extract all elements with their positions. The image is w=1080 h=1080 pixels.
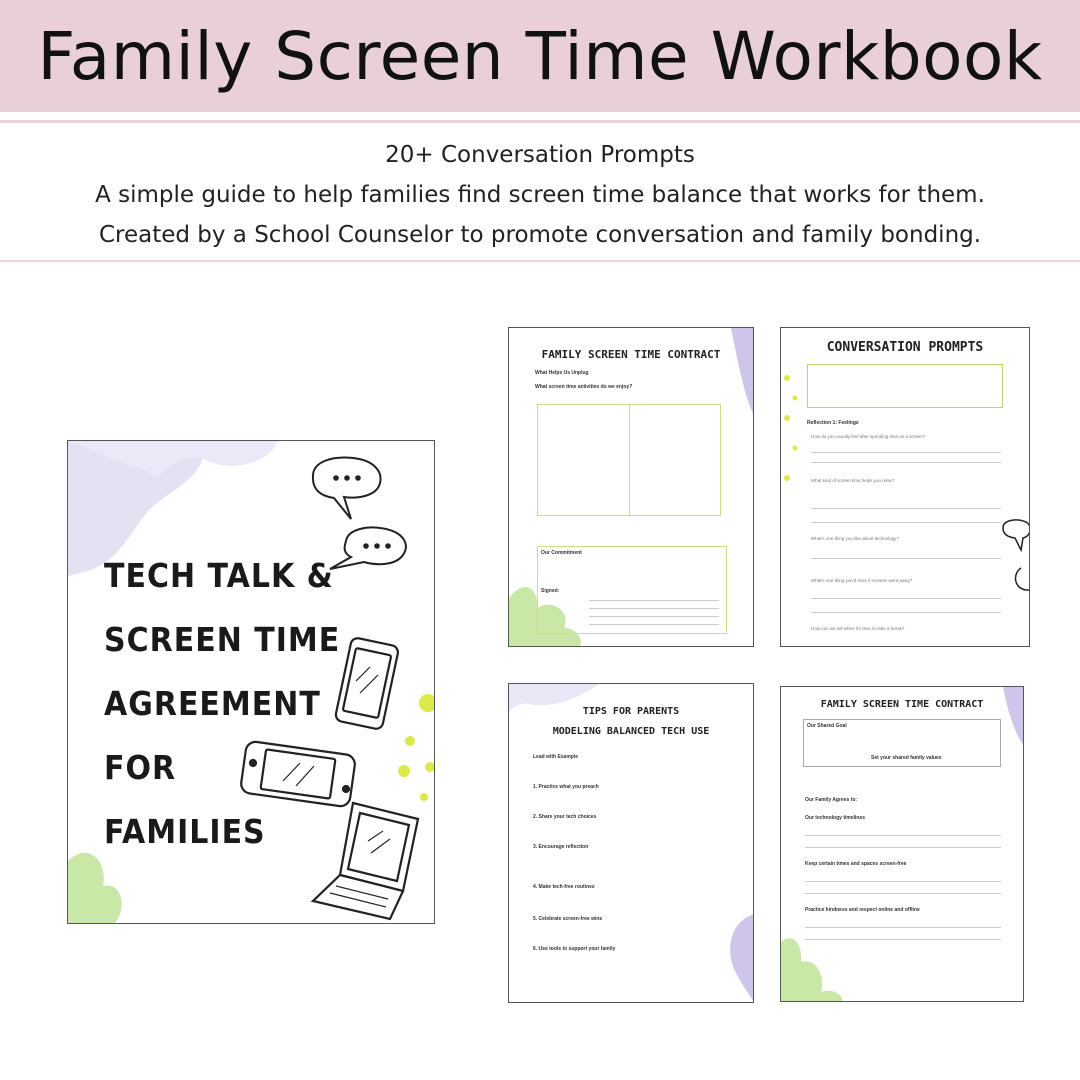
contract-q2: What screen time activities do we enjoy?	[535, 384, 633, 390]
divider-bottom	[0, 260, 1080, 262]
cover-title-line-1: TECH TALK &	[104, 557, 334, 596]
game-console-icon	[240, 741, 356, 808]
prompts-title: CONVERSATION PROMPTS	[826, 340, 984, 355]
tips-title: TIPS FOR PARENTS	[582, 706, 680, 717]
answer-line	[811, 452, 1001, 453]
signature-line	[589, 608, 719, 609]
tips-section-5: 4. Make tech-free routines	[533, 884, 595, 890]
commitment-box	[537, 546, 727, 634]
contract-page	[508, 327, 754, 647]
signed-label: Signed:	[541, 588, 560, 594]
contract-title: FAMILY SCREEN TIME CONTRACT	[541, 348, 721, 361]
answer-line	[811, 522, 1001, 523]
answer-line	[811, 558, 1001, 559]
divider-top	[0, 120, 1080, 123]
prompts-intro-box	[807, 364, 1003, 408]
contract2-section-5: Practice kindness and respect online and offline	[805, 907, 920, 913]
tips-section-4: 3. Encourage reflection	[533, 844, 589, 850]
tips-section-6: 5. Celebrate screen-free wins	[533, 916, 603, 922]
contract2-section-2: Our Family Agrees to:	[805, 797, 858, 803]
contract-q1: What Helps Us Unplug	[535, 370, 589, 376]
cover-page	[67, 440, 435, 924]
subtitle-line-1: 20+ Conversation Prompts	[385, 142, 695, 168]
contract2-section-1: Our Shared Goal	[807, 723, 847, 729]
prompts-section: Reflection 1: Feelings	[807, 420, 859, 426]
prompts-page	[780, 327, 1030, 647]
answer-line	[811, 598, 1001, 599]
tips-section-2: 1. Practice what you preach	[533, 784, 599, 790]
tips-section-7: 6. Use tools to support your family	[533, 946, 616, 952]
speech-bubble-icon	[313, 458, 381, 519]
contract2-cta: Set your shared family values	[871, 755, 942, 761]
prompt-q5: How can we tell when it's time to take a break?	[811, 626, 905, 631]
answer-line	[811, 612, 1001, 613]
answer-line	[805, 847, 1001, 848]
answer-line	[805, 939, 1001, 940]
speech-bubble-icon	[1003, 520, 1030, 550]
signature-line	[589, 616, 719, 617]
cover-title-line-5: FAMILIES	[104, 813, 266, 852]
answer-line	[805, 881, 1001, 882]
signature-line	[589, 600, 719, 601]
commitment-label: Our Commitment	[541, 550, 582, 556]
contract-box-divider	[629, 404, 630, 516]
subtitle-line-2: A simple guide to help families find screen time balance that works for them.	[95, 182, 985, 208]
contract2-section-4: Keep certain times and spaces screen-free	[805, 861, 907, 867]
tips-page	[508, 683, 754, 1003]
prompt-q4: What's one thing you'd miss if screens went away?	[811, 578, 913, 583]
tips-section-1: Lead with Example	[533, 754, 579, 760]
prompt-q2: What kind of screen time helps you relax?	[811, 478, 895, 483]
subtitle-line-3: Created by a School Counselor to promote conversation and family bonding.	[98, 222, 982, 248]
contract2-page	[780, 686, 1024, 1002]
tips-section-3: 2. Share your tech choices	[533, 814, 597, 820]
contract2-section-3: Our technology timelines	[805, 815, 866, 821]
page-title: Family Screen Time Workbook	[37, 17, 1043, 95]
answer-line	[805, 927, 1001, 928]
answer-line	[805, 835, 1001, 836]
cover-title-line-2: SCREEN TIME	[104, 621, 341, 660]
phone-icon	[335, 637, 400, 730]
signature-line	[589, 624, 719, 625]
answer-line	[805, 893, 1001, 894]
title-banner	[0, 0, 1080, 112]
answer-line	[811, 462, 1001, 463]
cover-title-line-4: FOR	[104, 749, 177, 788]
cover-title-line-3: AGREEMENT	[104, 685, 321, 724]
prompt-q1: How do you usually feel after spending time on a screen?	[811, 434, 926, 439]
tips-subtitle: MODELING BALANCED TECH USE	[552, 726, 710, 737]
speech-bubble-icon-2	[330, 528, 406, 570]
contract2-title: FAMILY SCREEN TIME CONTRACT	[820, 699, 984, 710]
prompt-q3: What's one thing you like about technology?	[811, 536, 899, 541]
answer-line	[811, 508, 1001, 509]
laptop-icon	[313, 803, 418, 919]
